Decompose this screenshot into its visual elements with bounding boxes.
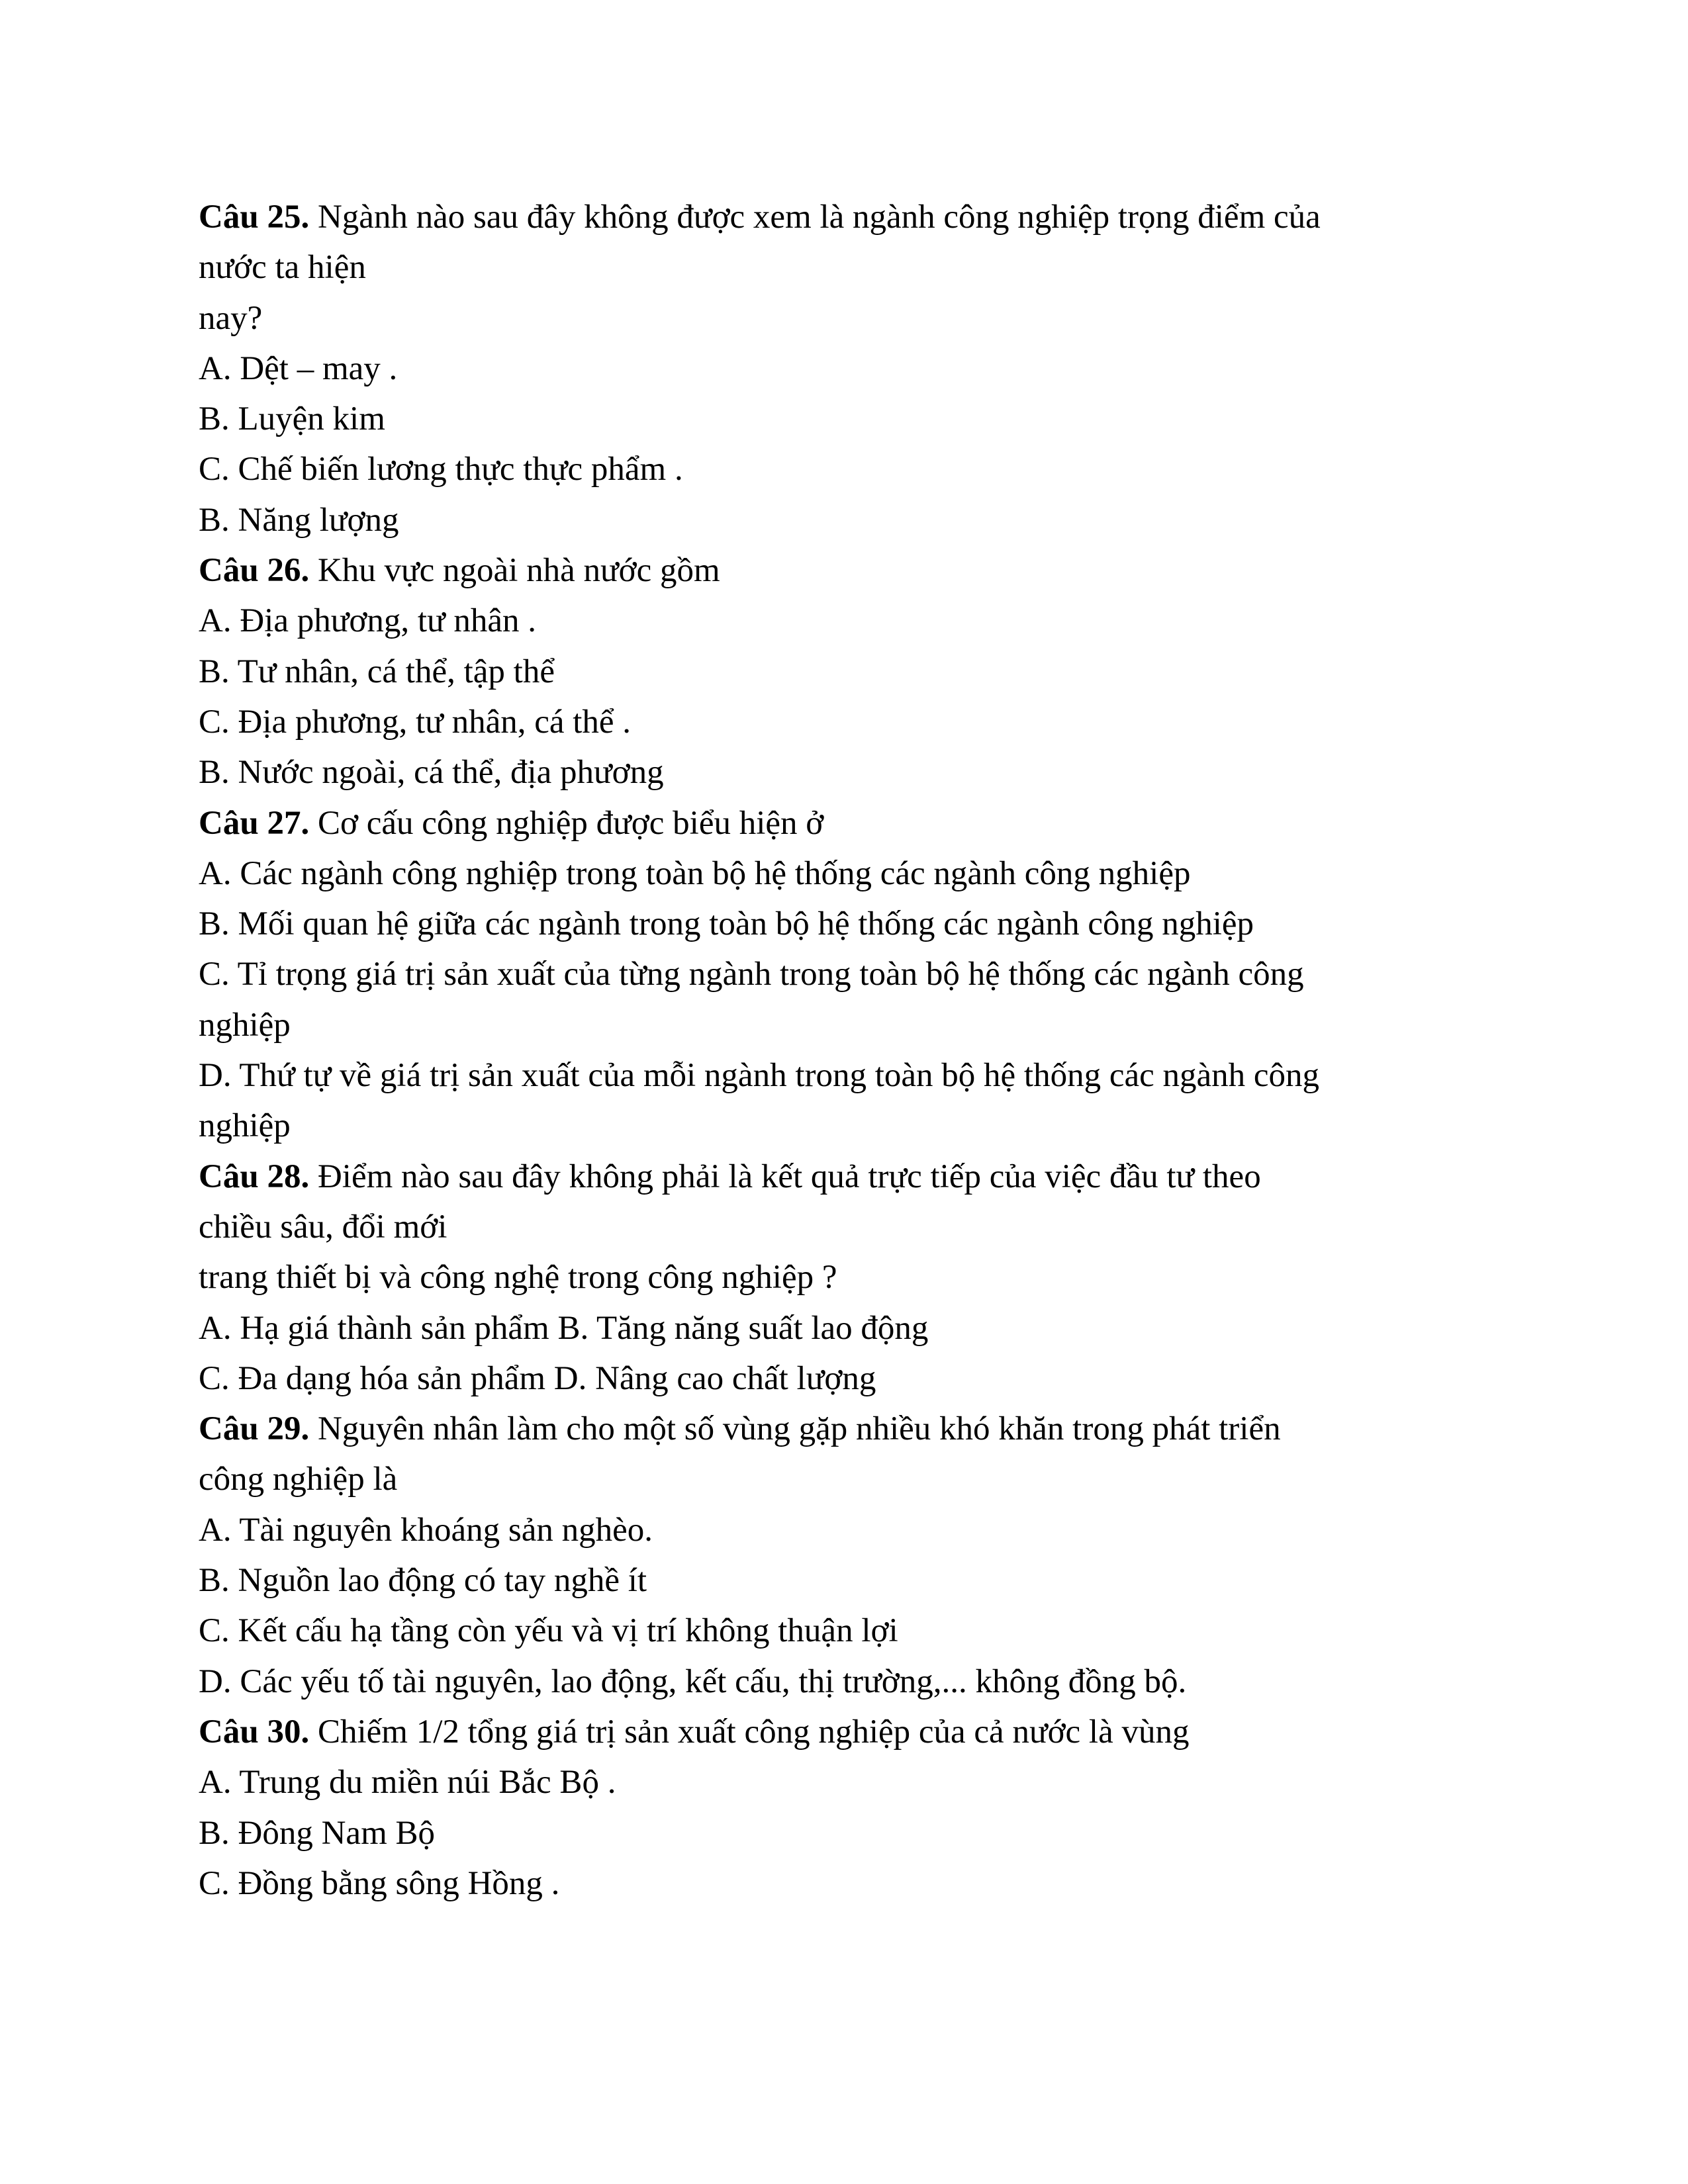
answer-option: C. Đa dạng hóa sản phẩm D. Nâng cao chất lượng: [199, 1359, 876, 1397]
question-label: Câu 30.: [199, 1713, 310, 1751]
question-stem-line: [199, 1404, 1496, 1454]
answer-option: C. Đồng bằng sông Hồng .: [199, 1864, 560, 1902]
answer-option: A. Hạ giá thành sản phẩm B. Tăng năng suất lao động: [199, 1309, 929, 1347]
question-label: Câu 29.: [199, 1410, 310, 1448]
answer-option: A. Các ngành công nghiệp trong toàn bộ hệ thống các ngành công nghiệp: [199, 854, 1191, 892]
answer-option: B. Luyện kim: [199, 400, 385, 438]
question-stem-line: trang thiết bị và công nghệ trong công nghiệp ?: [199, 1259, 837, 1297]
answer-option: C. Địa phương, tư nhân, cá thể .: [199, 703, 632, 741]
answer-option: nghiệp: [199, 1006, 291, 1044]
answer-option: B. Nước ngoài, cá thể, địa phương: [199, 754, 664, 792]
answer-option: A. Dệt – may .: [199, 349, 398, 387]
question-stem-text: Nguyên nhân làm cho một số vùng gặp nhiều khó khăn trong phát triển: [309, 1410, 1281, 1448]
answer-option: A. Trung du miền núi Bắc Bộ .: [199, 1764, 616, 1801]
question-stem-line: [199, 192, 1496, 242]
question-28: [199, 1152, 1496, 1404]
question-label: Câu 28.: [199, 1158, 310, 1195]
answer-option: C. Chế biến lương thực thực phẩm .: [199, 451, 683, 488]
question-29: [199, 1404, 1496, 1707]
question-stem-line: chiều sâu, đổi mới: [199, 1208, 447, 1246]
question-27: [199, 798, 1496, 1152]
answer-option: B. Mối quan hệ giữa các ngành trong toàn bộ hệ thống các ngành công nghiệp: [199, 905, 1254, 943]
question-stem-line: [199, 798, 1496, 848]
answer-option: B. Năng lượng: [199, 501, 399, 539]
answer-option: A. Tài nguyên khoáng sản nghèo.: [199, 1511, 653, 1549]
question-30: [199, 1707, 1496, 1909]
question-stem-line: nước ta hiện: [199, 249, 366, 287]
question-stem-text: Khu vực ngoài nhà nước gồm: [309, 552, 720, 590]
question-stem-line: nay?: [199, 299, 263, 337]
question-stem-line: [199, 1152, 1496, 1202]
question-label: Câu 26.: [199, 552, 310, 590]
answer-option: D. Thứ tự về giá trị sản xuất của mỗi ngành trong toàn bộ hệ thống các ngành công: [199, 1057, 1320, 1095]
question-stem-text: Ngành nào sau đây không được xem là ngành công nghiệp trọng điểm của: [309, 199, 1321, 236]
question-stem-line: công nghiệp là: [199, 1461, 398, 1498]
answer-option: B. Nguồn lao động có tay nghề ít: [199, 1562, 647, 1600]
answer-option: B. Tư nhân, cá thể, tập thể: [199, 653, 555, 690]
answer-option: nghiệp: [199, 1107, 291, 1145]
question-26: [199, 545, 1496, 797]
question-stem-text: Cơ cấu công nghiệp được biểu hiện ở: [309, 804, 824, 842]
answer-option: C. Tỉ trọng giá trị sản xuất của từng ngành trong toàn bộ hệ thống các ngành công: [199, 956, 1304, 993]
question-stem-text: Điểm nào sau đây không phải là kết quả trực tiếp của việc đầu tư theo: [309, 1158, 1261, 1195]
question-stem-line: [199, 545, 1496, 596]
question-label: Câu 27.: [199, 804, 310, 842]
document-page: [199, 192, 1496, 1909]
answer-option: C. Kết cấu hạ tầng còn yếu và vị trí không thuận lợi: [199, 1612, 898, 1650]
question-stem-line: [199, 1707, 1496, 1757]
question-stem-text: Chiếm 1/2 tổng giá trị sản xuất công nghiệp của cả nước là vùng: [309, 1713, 1190, 1751]
question-label: Câu 25.: [199, 199, 310, 236]
answer-option: A. Địa phương, tư nhân .: [199, 602, 537, 640]
answer-option: B. Đông Nam Bộ: [199, 1814, 435, 1852]
question-25: [199, 192, 1496, 545]
answer-option: D. Các yếu tố tài nguyên, lao động, kết cấu, thị trường,... không đồng bộ.: [199, 1662, 1187, 1700]
